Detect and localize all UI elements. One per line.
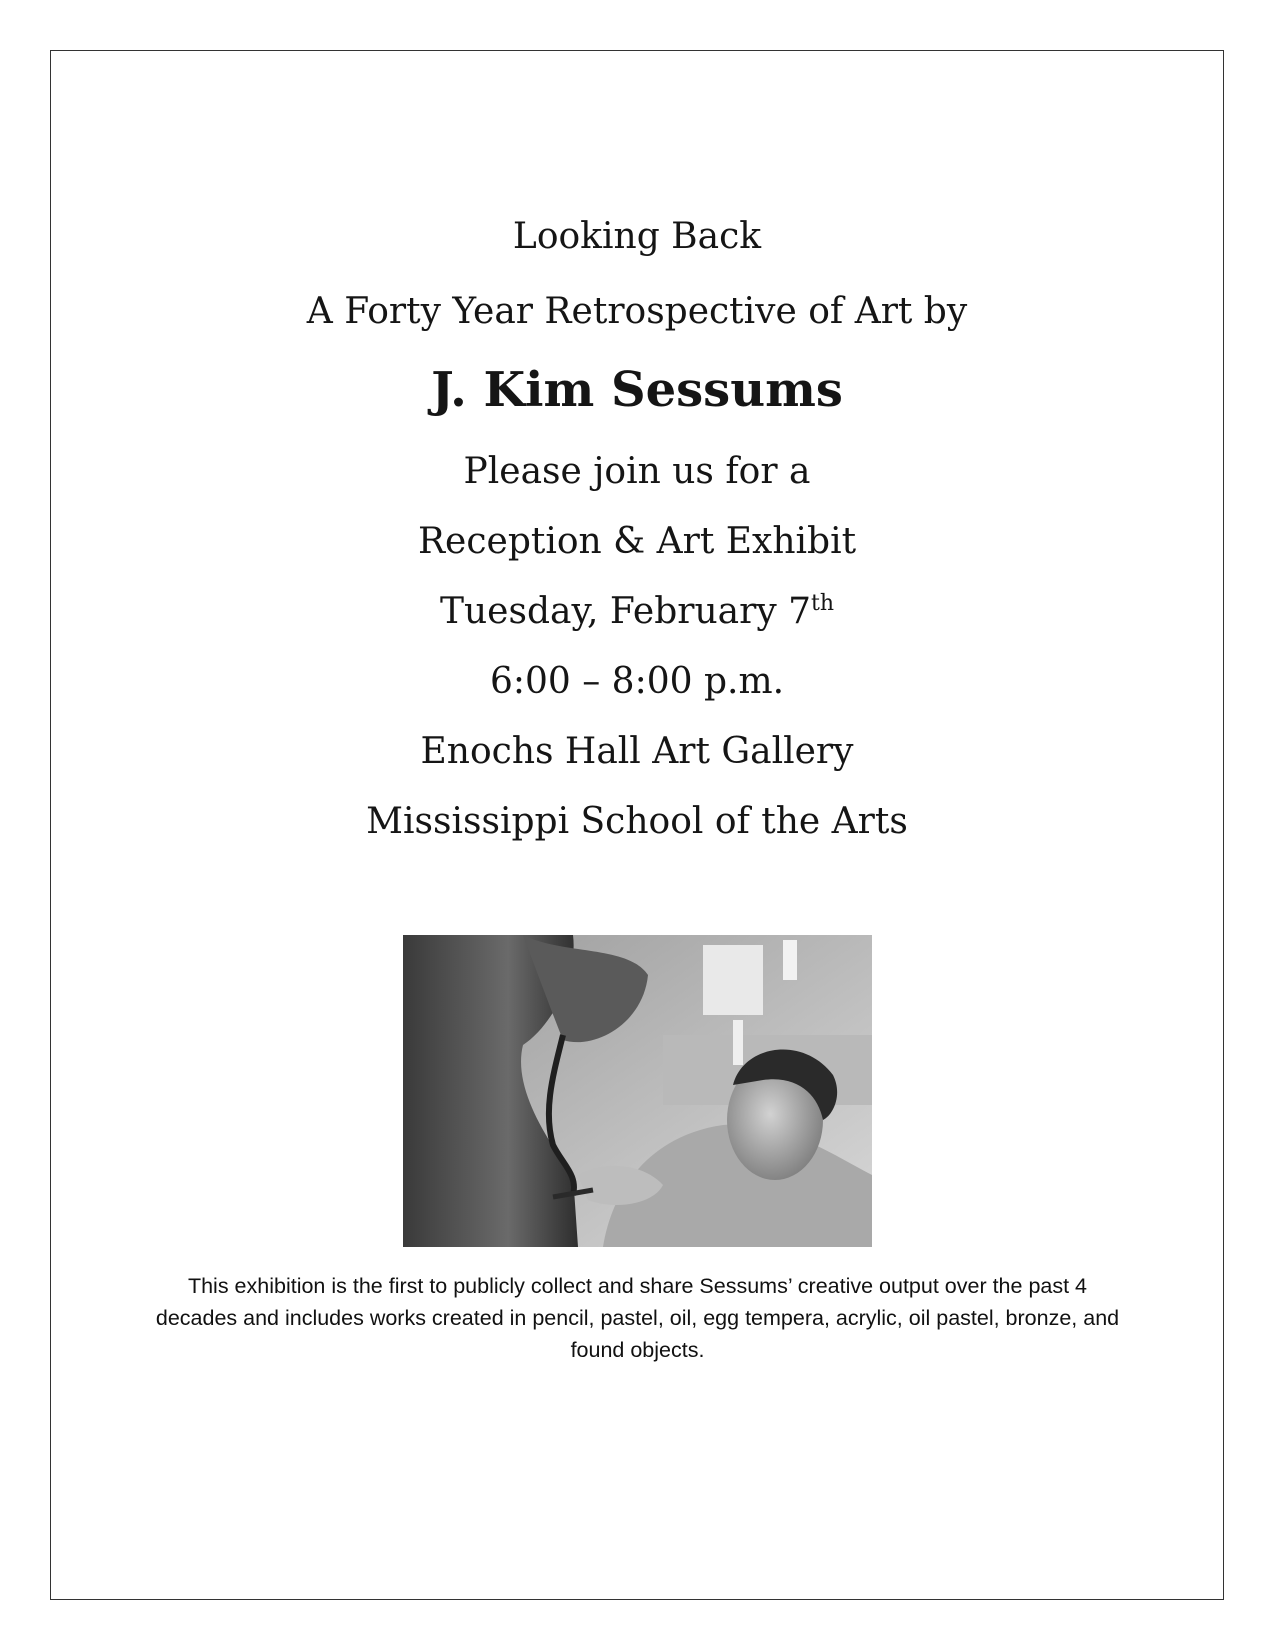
- time-line: 6:00 – 8:00 p.m.: [489, 661, 785, 702]
- subtitle: A Forty Year Retrospective of Art by: [306, 291, 968, 332]
- artist-name: J. Kim Sessums: [431, 362, 843, 418]
- date-line: [50, 590, 1224, 634]
- invite-line: Please join us for a: [463, 451, 811, 492]
- school-line: Mississippi School of the Arts: [366, 801, 908, 842]
- event-line: Reception & Art Exhibit: [417, 521, 857, 562]
- date-suffix: th: [811, 591, 835, 616]
- exhibition-description: This exhibition is the first to publicly collect and share Sessums’ creative output over the past 4 decades and includes works created in pencil, pastel, oil, egg tempera, acrylic, oil pastel, bronze, and found objects.: [155, 1274, 1120, 1362]
- artist-at-work-image: [403, 935, 872, 1247]
- date-main: Tuesday, February 7: [439, 591, 812, 632]
- title: Looking Back: [512, 216, 762, 257]
- venue-line: Enochs Hall Art Gallery: [420, 731, 854, 772]
- artist-photo: [403, 935, 872, 1247]
